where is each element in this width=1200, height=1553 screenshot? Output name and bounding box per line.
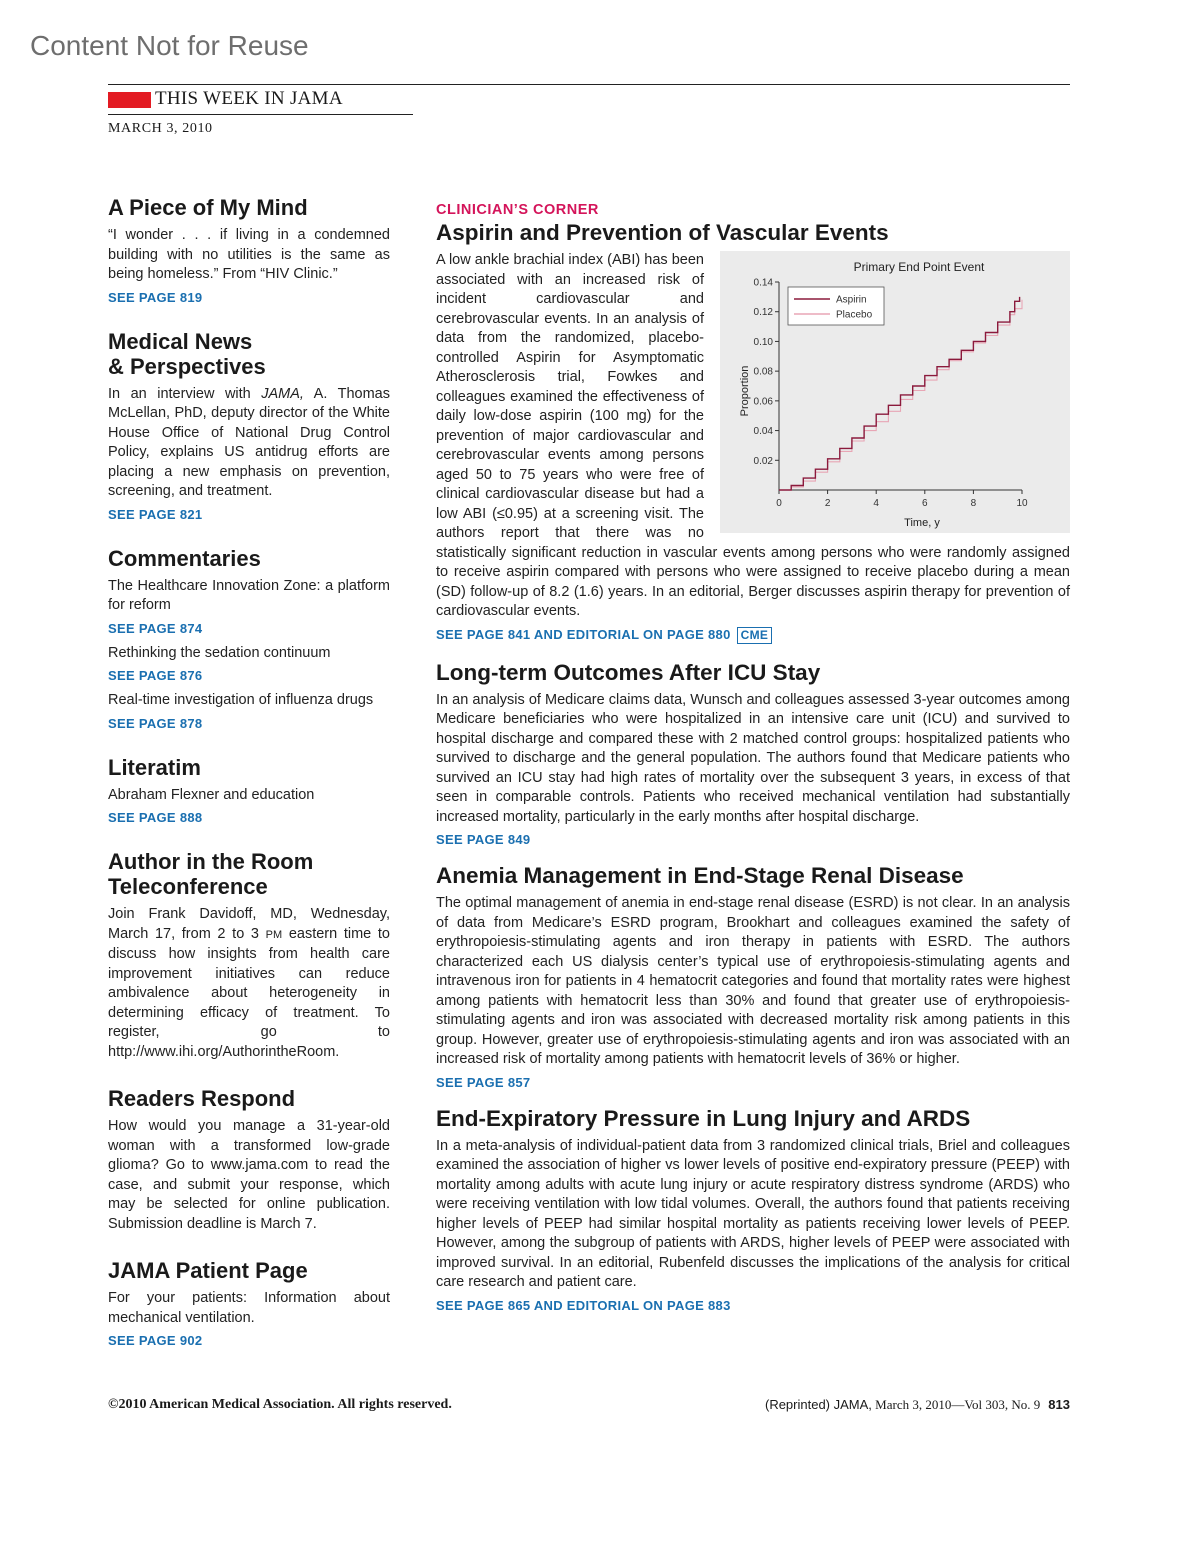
icu-text: In an analysis of Medicare claims data, Wunsch and colleagues assessed 3-year outcomes among Medicare beneficiaries who were hospitalized in an intensive care unit (ICU) and survived to hospital discharge and compared these with 2 matched control groups: hospitalized patients who survived to discharge and the general population. The authors found that Medicare patients who survived an ICU stay had high rates of mortality over the subsequent 3 years, in excess of that seen in comparable controls. Patients who received mechanical ventilation had substantially increased mortality, particularly in the early months after hospital discharge. xyxy=(436,691,1070,825)
news-title-line1: Medical News xyxy=(108,328,253,354)
news-title xyxy=(108,329,390,379)
chart-legend-label: Placebo xyxy=(836,309,873,321)
chart-legend-label: Aspirin xyxy=(836,294,867,306)
masthead xyxy=(108,88,413,115)
aspirin-title: Aspirin and Prevention of Vascular Events xyxy=(436,220,889,245)
aspirin-text: A low ankle brachial index (ABI) has been associated with an increased risk of incident cardiovascular and cerebrovascular events. In an analysis of data from the randomized, placebo-controlled Aspirin for Asymptomatic Atherosclerosis trial, Fowkes and colleagues examined the effectiveness of daily low-dose aspirin (100 mg) for the prevention of major cardiovascular and cerebrovascular events among persons aged 50 to 75 years who were free of clinical cardiovascular disease but had a low ABI (≤0.95) at a screening visit. The authors report that there was no statistically significant reduction in vascular events among persons who were randomly assigned to receive aspirin compared with persons who were assigned to receive placebo during a mean (SD) follow-up of 8.2 (1.6) years. In an editorial, Berger discusses aspirin therapy for prevention of cardiovascular events. xyxy=(436,252,1070,619)
aspirin-see-page-link[interactable]: SEE PAGE 841 AND EDITORIAL ON PAGE 880 xyxy=(436,626,731,642)
news-text-start: In an interview with xyxy=(108,385,262,402)
icu-see-page-link[interactable]: SEE PAGE 849 xyxy=(436,832,531,847)
readers-text: How would you manage a 31-year-old woman with a transformed low-grade glioma? Go to www.jama.com to read the case, and submit your response, which may be selected for online publication. Submission deadline is March 7. xyxy=(108,1118,390,1232)
chart-x-tick-label: 10 xyxy=(1016,498,1028,509)
anemia-text: The optimal management of anemia in end-stage renal disease (ESRD) is not clear. In an analysis of data from Medicare’s ESRD program, Brookhart and colleagues examined the safety of erythropoiesis-stimulating agents and iron therapy in patients with ESRD. The authors characterized each US dialysis center’s typical use of erythropoiesis-stimulating agents and intravenous iron for patients in 4 hematocrit categories and found that mortality rates were highest among patients with hematocrit less than 30% and found that greater use of erythropoiesis-stimulating agents and iron was associated with decreased mortality risk among patients in this group. However, greater use of erythropoiesis-stimulating agents and iron was associated with an increased risk of mortality among patients with hematocrit levels of 36% or higher. xyxy=(436,895,1070,1067)
author-text-start: Join Frank Davidoff, MD, Wednesday, March 17, from 2 to 3 xyxy=(108,906,390,942)
chart-y-tick-label: 0.04 xyxy=(753,426,773,438)
author-title-line2: Teleconference xyxy=(108,874,268,899)
chart-x-tick-label: 0 xyxy=(776,498,782,509)
news-section xyxy=(108,329,390,522)
chart-x-tick-label: 8 xyxy=(970,498,977,509)
news-see-page-link[interactable]: SEE PAGE 821 xyxy=(108,506,203,522)
page-footer xyxy=(765,1397,1070,1413)
aspirin-section xyxy=(436,220,1070,644)
patient-see-page-link[interactable]: SEE PAGE 902 xyxy=(108,1333,203,1348)
news-title-line2: & Perspectives xyxy=(108,353,266,379)
commentary-item xyxy=(108,577,390,636)
readers-section xyxy=(108,1086,390,1234)
chart-legend xyxy=(788,287,884,325)
chart-x-tick-label: 6 xyxy=(922,498,928,509)
readers-title: Readers Respond xyxy=(108,1086,296,1111)
commentary-item xyxy=(108,644,390,684)
patient-title: JAMA Patient Page xyxy=(108,1258,308,1283)
clinicians-corner-kicker: CLINICIAN’S CORNER xyxy=(436,202,599,218)
footer-issue: March 3, 2010—Vol 303, No. 9 xyxy=(871,1397,1041,1412)
patient-section xyxy=(108,1258,390,1348)
peep-title: End-Expiratory Pressure in Lung Injury and ARDS xyxy=(436,1105,971,1131)
news-text xyxy=(108,385,390,502)
commentary-text: Rethinking the sedation continuum xyxy=(108,644,331,661)
author-title xyxy=(108,849,390,899)
primary-end-point-chart xyxy=(720,251,1070,533)
author-section xyxy=(108,849,390,1062)
peep-text: In a meta-analysis of individual-patient data from 3 randomized clinical trials, Briel and colleagues examined the association of higher vs lower levels of positive end-expiratory pressure (PEEP) with mortality among adults with acute lung injury or acute respiratory distress syndrome (ARDS) who were receiving ventilation with low tidal volumes. Overall, the authors found that patients receiving higher levels of PEEP had similar hospital mortality as patients receiving lower levels of PEEP. However, among the subgroup of patients with ARDS, higher levels of PEEP were associated with improved survival. In an editorial, Rubenfeld discusses the implications of the analysis for critical care research and patient care. xyxy=(436,1137,1070,1290)
chart-x-tick-label: 4 xyxy=(873,498,879,509)
chart-y-tick-label: 0.08 xyxy=(753,366,773,378)
author-title-line1: Author in the Room xyxy=(108,849,314,874)
commentary-see-page-link[interactable]: SEE PAGE 874 xyxy=(108,620,203,636)
icu-section xyxy=(436,660,1070,848)
news-text-rest: A. Thomas McLellan, PhD, deputy director of the White House Office of National Drug Control Policy, explains US antidrug efforts are placing a new emphasis on prevention, screening, and treatment. xyxy=(108,385,391,499)
patient-text: For your patients: Information about mechanical ventilation. xyxy=(108,1290,390,1326)
chart-x-tick-label: 2 xyxy=(824,498,831,509)
watermark: Content Not for Reuse xyxy=(30,30,309,61)
top-rule xyxy=(108,84,1070,85)
icu-title: Long-term Outcomes After ICU Stay xyxy=(436,659,821,685)
issue-date: MARCH 3, 2010 xyxy=(108,121,213,136)
mind-see-page-link[interactable]: SEE PAGE 819 xyxy=(108,289,203,305)
aspirin-see-page-row xyxy=(436,627,1070,644)
chart-lines xyxy=(779,294,1022,490)
peep-section xyxy=(436,1106,1070,1313)
anemia-section xyxy=(436,863,1070,1090)
commentaries-title: Commentaries xyxy=(108,545,261,571)
author-text-rest: eastern time to discuss how insights from health care improvement initiatives can reduce ambivalence about heterogeneity in determining efficacy of treatment. To register, go to http://www.ihi.org/AuthorintheRoom. xyxy=(108,925,390,1060)
chart-y-tick-label: 0.14 xyxy=(753,277,773,289)
commentary-see-page-link[interactable]: SEE PAGE 878 xyxy=(108,715,203,731)
page-number: 813 xyxy=(1048,1397,1070,1412)
chart-y-axis-label: Proportion xyxy=(739,365,751,417)
literatim-title: Literatim xyxy=(108,754,201,780)
anemia-title: Anemia Management in End-Stage Renal Disease xyxy=(436,863,964,888)
commentary-text: The Healthcare Innovation Zone: a platform for reform xyxy=(108,577,390,613)
chart-series-line-aspirin xyxy=(779,294,1020,490)
news-text-journal: JAMA, xyxy=(261,385,304,402)
cme-badge[interactable]: CME xyxy=(737,627,773,644)
commentary-item xyxy=(108,691,390,731)
literatim-see-page-link[interactable]: SEE PAGE 888 xyxy=(108,810,203,825)
main-column xyxy=(436,200,1070,1329)
mind-text: “I wonder . . . if living in a condemned building with no utilities is the same as being homeless.” From “HIV Clinic.” xyxy=(108,227,390,282)
peep-see-page-link[interactable]: SEE PAGE 865 AND EDITORIAL ON PAGE 883 xyxy=(436,1297,731,1313)
masthead-title: THIS WEEK IN JAMA xyxy=(155,88,343,109)
copyright-notice: ©2010 American Medical Association. All rights reserved. xyxy=(108,1397,452,1412)
masthead-red-block xyxy=(108,92,151,108)
commentaries-section xyxy=(108,546,390,731)
author-text-pm: PM xyxy=(265,928,283,941)
commentary-see-page-link[interactable]: SEE PAGE 876 xyxy=(108,668,203,683)
literatim-text: Abraham Flexner and education xyxy=(108,786,315,803)
chart-y-tick-label: 0.10 xyxy=(753,336,773,348)
anemia-see-page-link[interactable]: SEE PAGE 857 xyxy=(436,1074,531,1090)
chart-panel xyxy=(720,251,1070,533)
commentary-text: Real-time investigation of influenza drugs xyxy=(108,692,374,708)
mind-section xyxy=(108,195,390,305)
chart-y-tick-label: 0.12 xyxy=(753,307,773,319)
chart-title: Primary End Point Event xyxy=(853,260,985,274)
left-column xyxy=(108,195,390,1372)
chart-x-axis-label: Time, y xyxy=(904,517,940,529)
mind-title: A Piece of My Mind xyxy=(108,195,308,220)
footer-reprinted: (Reprinted) JAMA, xyxy=(764,1397,872,1412)
chart-y-tick-label: 0.02 xyxy=(753,455,773,467)
literatim-section xyxy=(108,755,390,826)
author-text xyxy=(108,905,390,1062)
chart-y-tick-label: 0.06 xyxy=(753,396,773,408)
